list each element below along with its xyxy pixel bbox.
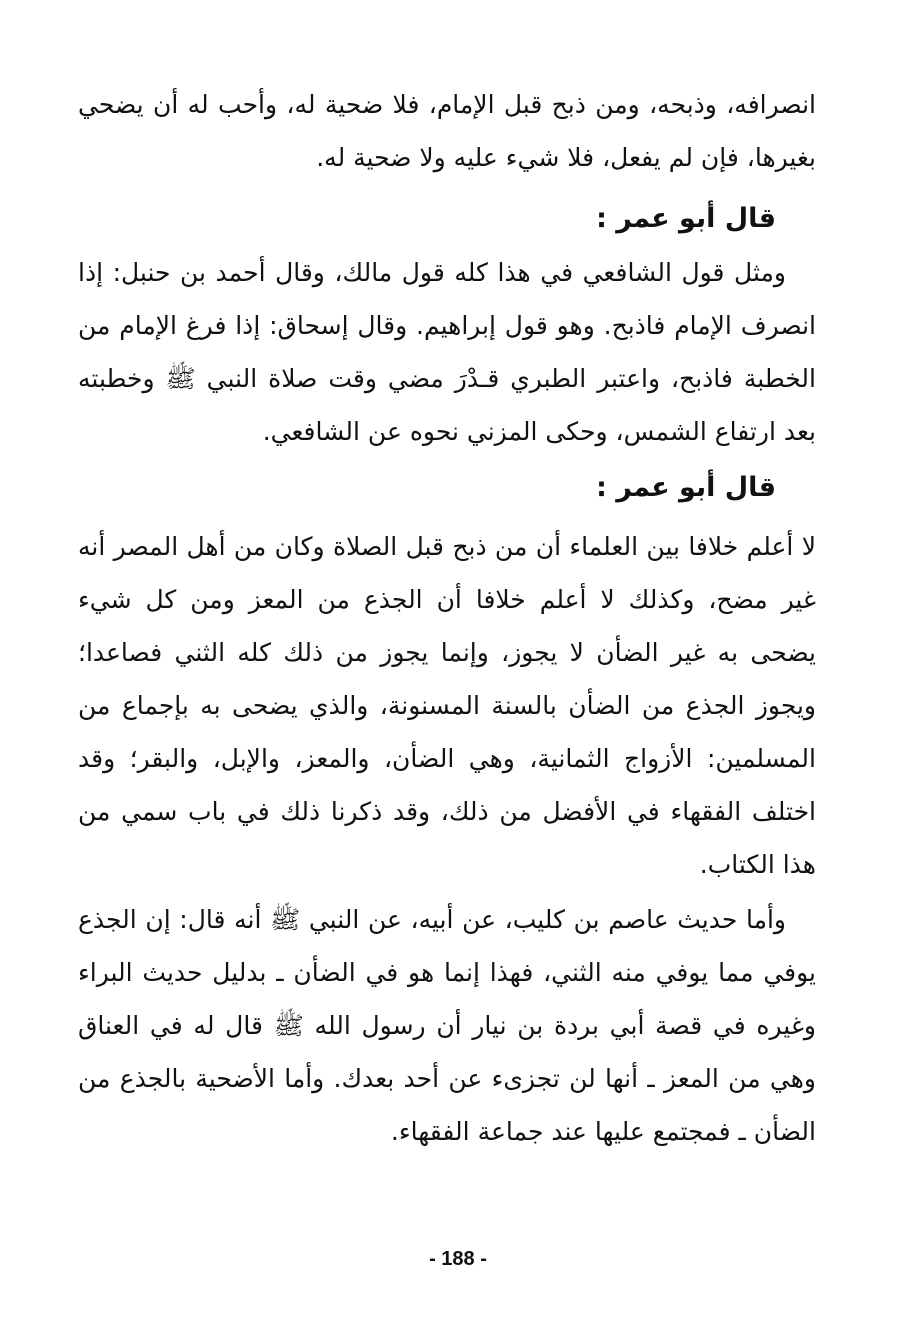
paragraph-opening — [78, 78, 816, 184]
paragraph-text: ومثل قول الشافعي في هذا كله قول مالك، وقال أحمد بن حنبل: إذا انصرف الإمام فاذبح. وهو قول إبراهيم. وقال إسحاق: إذا فرغ الإمام من الخطبة فاذبح، واعتبر الطبري قـدْرَ مضي وقت صلاة النبي ﷺ وخطبته بعد ارتفاع الشمس، وحكى المزني نحوه عن الشافعي. — [78, 258, 816, 446]
paragraph-consensus — [78, 520, 816, 891]
paragraph-text: وأما حديث عاصم بن كليب، عن أبيه، عن النبي ﷺ أنه قال: إن الجذع يوفي مما يوفي منه الثني، فهذا إنما هو في الضأن ـ بدليل حديث البراء وغيره في قصة أبي بردة بن نيار أن رسول الله ﷺ قال له في العناق وهي من المعز ـ أنها لن تجزىء عن أحد بعدك. وأما الأضحية بالجذع من الضأن ـ فمجتمع عليها عند جماعة الفقهاء. — [78, 905, 816, 1146]
paragraph-text: انصرافه، وذبحه، ومن ذبح قبل الإمام، فلا ضحية له، وأحب له أن يضحي بغيرها، فإن لم يفعل، فلا شيء عليه ولا ضحية له. — [78, 90, 816, 172]
paragraph-hadith — [78, 893, 816, 1158]
section-heading-2: قال أبو عمر : — [596, 472, 776, 503]
page-number: - 188 - — [429, 1248, 487, 1270]
paragraph-text: لا أعلم خلافا بين العلماء أن من ذبح قبل الصلاة وكان من أهل المصر أنه غير مضح، وكذلك لا أعلم خلافا أن الجذع من المعز ومن كل شيء يضحى به غير الضأن لا يجوز، وإنما يجوز من ذلك كله الثني فصاعدا؛ ويجوز الجذع من الضأن بالسنة المسنونة، والذي يضحى به بإجماع من المسلمين: الأزواج الثمانية، وهي الضأن، والمعز، والإبل، والبقر؛ وقد اختلف الفقهاء في الأفضل من ذلك، وقد ذكرنا ذلك في باب سمي من هذا الكتاب. — [78, 532, 816, 879]
section-heading-1: قال أبو عمر : — [596, 203, 776, 234]
paragraph-opinions — [78, 246, 816, 458]
